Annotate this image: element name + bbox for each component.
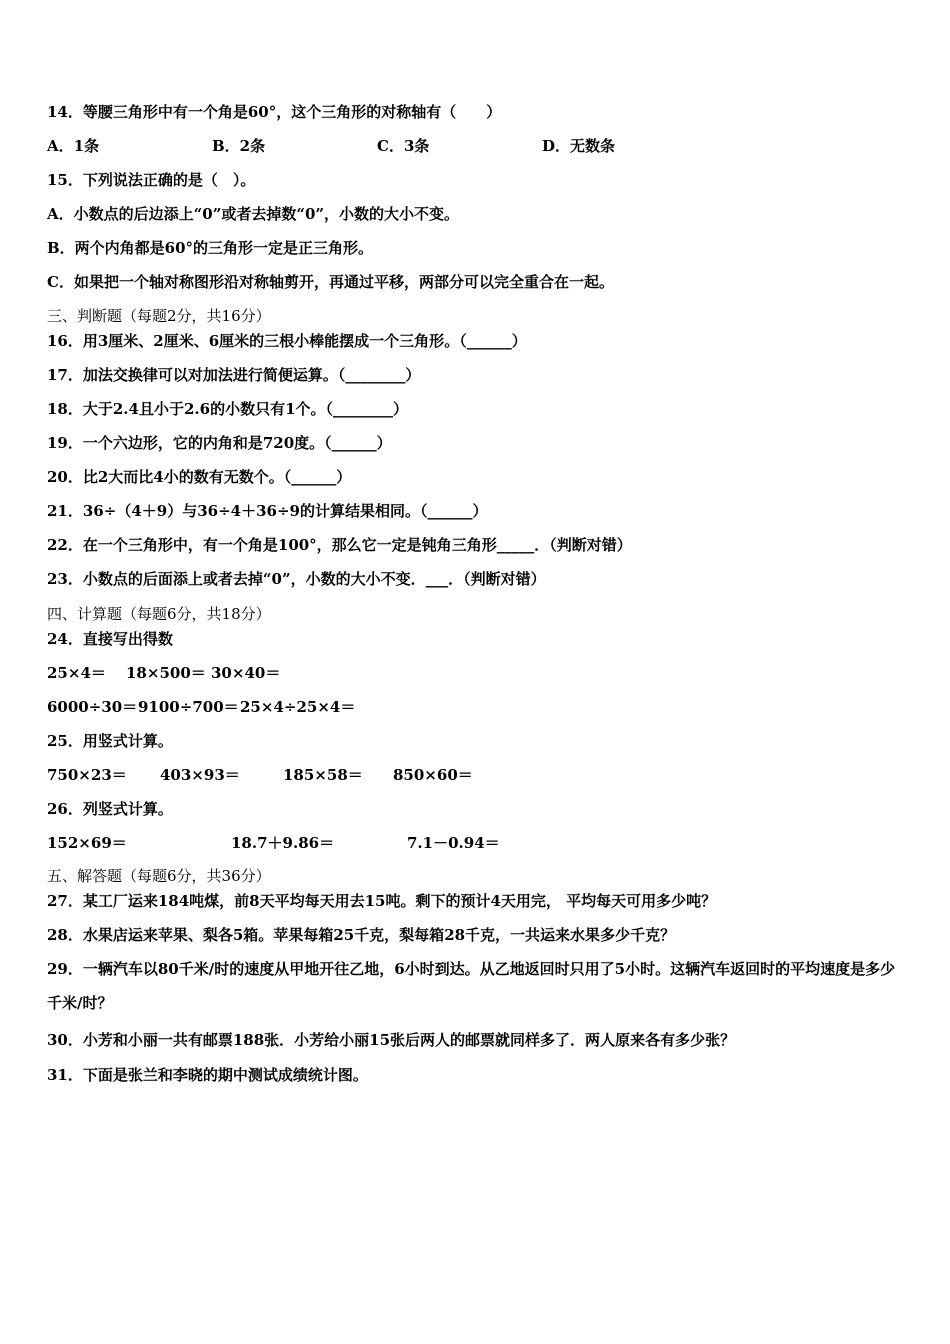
question-16: 16．用3厘米、2厘米、6厘米的三根小棒能摆成一个三角形。（______） — [47, 332, 527, 350]
question-15-option-b: B．两个内角都是60°的三角形一定是正三角形。 — [47, 239, 374, 257]
question-22: 22．在一个三角形中，有一个角是100°，那么它一定是钝角三角形_____．（判断对错） — [47, 536, 632, 554]
calc-item: 850×60＝ — [393, 766, 473, 784]
calc-item: 18.7＋9.86＝ — [231, 834, 335, 852]
calc-item: 9100÷700＝ — [138, 698, 239, 716]
question-31: 31．下面是张兰和李晓的期中测试成绩统计图。 — [47, 1066, 368, 1084]
section-3-heading: 三、判断题（每题2分，共16分） — [47, 307, 271, 325]
calc-item: 30×40＝ — [211, 664, 281, 682]
question-23: 23．小数点的后面添上或者去掉“0”，小数的大小不变．___．（判断对错） — [47, 570, 546, 588]
question-28: 28．水果店运来苹果、梨各5箱。苹果每箱25千克，梨每箱28千克，一共运来水果多少千克？ — [47, 926, 676, 944]
question-30: 30．小芳和小丽一共有邮票188张．小芳给小丽15张后两人的邮票就同样多了．两人原来各有多少张？ — [47, 1031, 736, 1049]
calc-item: 6000÷30＝ — [47, 698, 138, 716]
section-5-heading: 五、解答题（每题6分，共36分） — [47, 867, 271, 885]
question-15-option-a: A．小数点的后边添上“0”或者去掉数“0”，小数的大小不变。 — [47, 205, 460, 223]
calc-item: 152×69＝ — [47, 834, 127, 852]
question-29: 29．一辆汽车以80千米/时的速度从甲地开往乙地，6小时到达。从乙地返回时只用了5小时。这辆汽车返回时的平均速度是多少千米/时？ — [47, 960, 896, 1012]
question-24-stem: 24．直接写出得数 — [47, 630, 173, 648]
question-26-stem: 26．列竖式计算。 — [47, 800, 173, 818]
question-27: 27．某工厂运来184吨煤，前8天平均每天用去15吨。剩下的预计4天用完， 平均每天可用多少吨？ — [47, 892, 717, 910]
question-20: 20．比2大而比4小的数有无数个。（______） — [47, 468, 352, 486]
calc-item: 18×500＝ — [126, 664, 206, 682]
calc-item: 25×4＝ — [47, 664, 106, 682]
calc-item: 7.1－0.94＝ — [407, 834, 500, 852]
question-14-option-d: D．无数条 — [542, 137, 616, 155]
question-15-option-c: C．如果把一个轴对称图形沿对称轴剪开，再通过平移，两部分可以完全重合在一起。 — [47, 273, 614, 291]
section-4-heading: 四、计算题（每题6分，共18分） — [47, 605, 271, 623]
question-25-stem: 25．用竖式计算。 — [47, 732, 173, 750]
calc-item: 750×23＝ — [47, 766, 127, 784]
question-14-stem: 14．等腰三角形中有一个角是60°，这个三角形的对称轴有（ ） — [47, 103, 502, 121]
question-19: 19．一个六边形，它的内角和是720度。（______） — [47, 434, 392, 452]
question-15-stem: 15．下列说法正确的是（ ）。 — [47, 171, 256, 189]
question-14-option-c: C．3条 — [377, 137, 430, 155]
question-14-option-a: A．1条 — [47, 137, 100, 155]
question-21: 21．36÷（4＋9）与36÷4＋36÷9的计算结果相同。（______） — [47, 502, 488, 520]
calc-item: 185×58＝ — [283, 766, 363, 784]
calc-item: 403×93＝ — [160, 766, 240, 784]
question-17: 17．加法交换律可以对加法进行简便运算。（________） — [47, 366, 421, 384]
calc-item: 25×4÷25×4＝ — [240, 698, 356, 716]
question-18: 18．大于2.4且小于2.6的小数只有1个。（________） — [47, 400, 409, 418]
question-14-option-b: B．2条 — [212, 137, 266, 155]
